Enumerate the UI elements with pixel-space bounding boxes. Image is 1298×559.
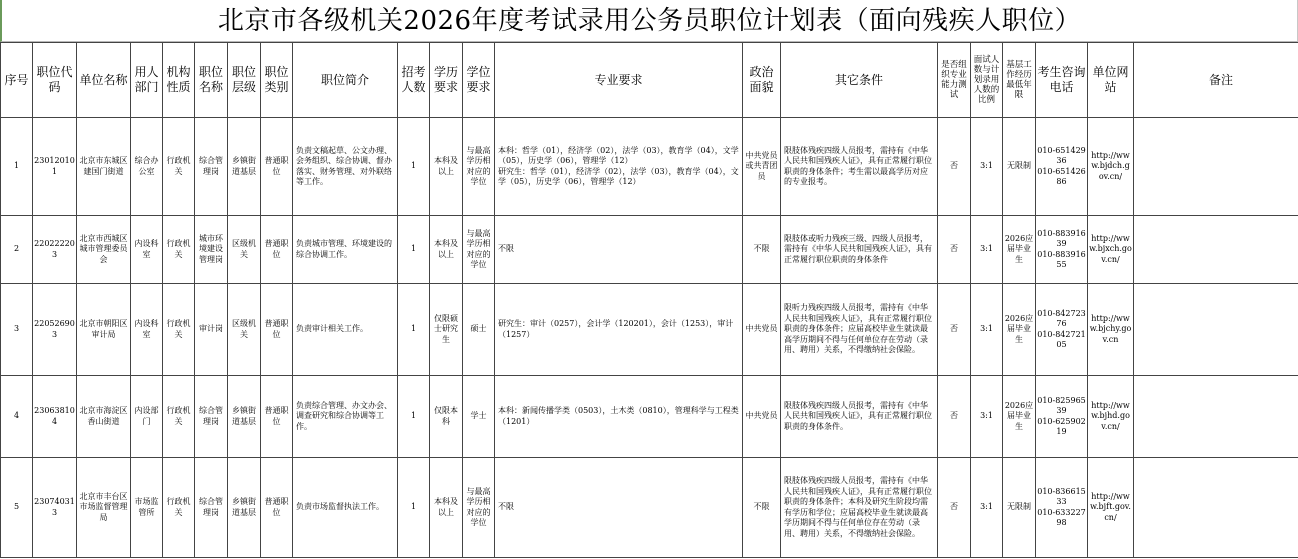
cell-code[interactable]: 230740313 xyxy=(33,458,77,558)
cell-intro[interactable]: 负责综合管理、办文办会、调查研究和综合协调等工作。 xyxy=(293,376,398,458)
cell-no[interactable]: 5 xyxy=(1,458,33,558)
cell-dept[interactable]: 内设科室 xyxy=(131,216,163,284)
cell-years[interactable]: 2026应届毕业生 xyxy=(1003,376,1036,458)
cell-phone[interactable]: 010-82596539 010-62590219 xyxy=(1036,376,1088,458)
table-row xyxy=(1,118,1298,216)
header-cell[interactable]: 学历要求 xyxy=(430,43,463,118)
cell-count[interactable]: 1 xyxy=(398,284,430,376)
header-cell[interactable]: 职位层级 xyxy=(228,43,261,118)
cell-other[interactable]: 限听力残疾四级人员报考，需持有《中华人民共和国残疾人证》，具有正常履行职位职责的身体条件；应届高校毕业生就读最高学历期间不得与任何单位存在劳动（录用、聘用）关系，不得缴纳社会保险。 xyxy=(781,284,938,376)
cell-no[interactable]: 1 xyxy=(1,118,33,216)
cell-intro[interactable]: 负责市场监督执法工作。 xyxy=(293,458,398,558)
cell-level[interactable]: 乡镇街道基层 xyxy=(228,458,261,558)
cell-site[interactable]: http://www.bjdch.gov.cn/ xyxy=(1088,118,1134,216)
table-row xyxy=(1,216,1298,284)
cell-category[interactable]: 普通职位 xyxy=(261,376,293,458)
cell-nature[interactable]: 行政机关 xyxy=(163,458,195,558)
cell-note[interactable] xyxy=(1134,376,1298,458)
header-cell[interactable]: 招考人数 xyxy=(398,43,430,118)
header-cell[interactable]: 单位名称 xyxy=(77,43,131,118)
header-cell[interactable]: 用人部门 xyxy=(131,43,163,118)
cell-nature[interactable]: 行政机关 xyxy=(163,216,195,284)
cell-test[interactable]: 否 xyxy=(938,376,971,458)
cell-other[interactable]: 限肢体残疾四级人员报考，需持有《中华人民共和国残疾人证》，具有正常履行职位职责的身体条件；本科及研究生阶段均需有学历和学位；应届高校毕业生就读最高学历期间不得与任何单位存在劳动（录用、聘用）关系，不得缴纳社会保险。 xyxy=(781,458,938,558)
cell-major[interactable]: 不限 xyxy=(495,216,743,284)
header-cell[interactable]: 政治面貌 xyxy=(743,43,781,118)
cell-test[interactable]: 否 xyxy=(938,216,971,284)
cell-edu[interactable]: 本科及以上 xyxy=(430,118,463,216)
cell-level[interactable]: 乡镇街道基层 xyxy=(228,376,261,458)
cell-no[interactable]: 2 xyxy=(1,216,33,284)
position-table xyxy=(0,42,1298,558)
cell-level[interactable]: 区级机关 xyxy=(228,216,261,284)
cell-post[interactable]: 综合管理岗 xyxy=(195,458,228,558)
header-cell[interactable]: 序号 xyxy=(1,43,33,118)
header-cell[interactable]: 职位简介 xyxy=(293,43,398,118)
cell-ratio[interactable]: 3:1 xyxy=(971,216,1003,284)
cell-site[interactable]: http://www.bjxch.gov.cn/ xyxy=(1088,216,1134,284)
cell-category[interactable]: 普通职位 xyxy=(261,118,293,216)
cell-ratio[interactable]: 3:1 xyxy=(971,376,1003,458)
header-cell[interactable]: 面试人数与计划录用人数的比例 xyxy=(971,43,1003,118)
cell-post[interactable]: 综合管理岗 xyxy=(195,376,228,458)
table-row xyxy=(1,376,1298,458)
cell-unit[interactable]: 北京市西城区城市管理委员会 xyxy=(77,216,131,284)
cell-code[interactable]: 230638104 xyxy=(33,376,77,458)
header-row xyxy=(1,43,1298,118)
cell-level[interactable]: 区级机关 xyxy=(228,284,261,376)
cell-years[interactable]: 2026应届毕业生 xyxy=(1003,284,1036,376)
cell-degree[interactable]: 硕士 xyxy=(463,284,495,376)
cell-phone[interactable]: 010-88391639 010-88391655 xyxy=(1036,216,1088,284)
cell-intro[interactable]: 负责文稿起草、公文办理、会务组织、综合协调、督办落实、财务管理、对外联络等工作。 xyxy=(293,118,398,216)
header-cell[interactable]: 是否组织专业能力测试 xyxy=(938,43,971,118)
cell-politics[interactable]: 中共党员 xyxy=(743,284,781,376)
cell-intro[interactable]: 负责城市管理、环境建设的综合协调工作。 xyxy=(293,216,398,284)
cell-degree[interactable]: 与最高学历相对应的学位 xyxy=(463,118,495,216)
cell-edu[interactable]: 本科及以上 xyxy=(430,216,463,284)
cell-post[interactable]: 审计岗 xyxy=(195,284,228,376)
cell-count[interactable]: 1 xyxy=(398,216,430,284)
cell-politics[interactable]: 中共党员 xyxy=(743,376,781,458)
cell-nature[interactable]: 行政机关 xyxy=(163,284,195,376)
cell-test[interactable]: 否 xyxy=(938,458,971,558)
cell-intro[interactable]: 负责审计相关工作。 xyxy=(293,284,398,376)
header-cell[interactable]: 备注 xyxy=(1134,43,1298,118)
cell-note[interactable] xyxy=(1134,458,1298,558)
cell-major[interactable]: 本科：哲学（01），经济学（02），法学（03），教育学（04），文学（05），历史学（06），管理学（12） 研究生：哲学（01），经济学（02），法学（03），教育学（04），文学（05），历史学（06），管理学（12） xyxy=(495,118,743,216)
header-cell[interactable]: 机构性质 xyxy=(163,43,195,118)
cell-major[interactable]: 研究生：审计（0257），会计学（120201），会计（1253），审计（1257） xyxy=(495,284,743,376)
header-cell[interactable]: 学位要求 xyxy=(463,43,495,118)
cell-count[interactable]: 1 xyxy=(398,376,430,458)
cell-no[interactable]: 3 xyxy=(1,284,33,376)
cell-edu[interactable]: 本科及以上 xyxy=(430,458,463,558)
cell-nature[interactable]: 行政机关 xyxy=(163,376,195,458)
cell-note[interactable] xyxy=(1134,284,1298,376)
cell-site[interactable]: http://www.bjft.gov.cn/ xyxy=(1088,458,1134,558)
cell-note[interactable] xyxy=(1134,216,1298,284)
table-row xyxy=(1,458,1298,558)
cell-nature[interactable]: 行政机关 xyxy=(163,118,195,216)
table-row xyxy=(1,284,1298,376)
cell-post[interactable]: 城市环境建设管理岗 xyxy=(195,216,228,284)
cell-phone[interactable]: 010-65142936 010-65142686 xyxy=(1036,118,1088,216)
cell-ratio[interactable]: 3:1 xyxy=(971,118,1003,216)
cell-unit[interactable]: 北京市海淀区香山街道 xyxy=(77,376,131,458)
header-cell[interactable]: 基层工作经历最低年限 xyxy=(1003,43,1036,118)
cell-site[interactable]: http://www.bjhd.gov.cn/ xyxy=(1088,376,1134,458)
cell-note[interactable] xyxy=(1134,118,1298,216)
cell-code[interactable]: 220526903 xyxy=(33,284,77,376)
cell-edu[interactable]: 仅限硕士研究生 xyxy=(430,284,463,376)
cell-test[interactable]: 否 xyxy=(938,284,971,376)
cell-politics[interactable]: 不限 xyxy=(743,216,781,284)
header-cell[interactable]: 其它条件 xyxy=(781,43,938,118)
cell-site[interactable]: http://www.bjchy.gov.cn xyxy=(1088,284,1134,376)
header-cell[interactable]: 专业要求 xyxy=(495,43,743,118)
cell-major[interactable]: 不限 xyxy=(495,458,743,558)
cell-other[interactable]: 限肢体残疾四级人员报考，需持有《中华人民共和国残疾人证》，具有正常履行职位职责的身体条件；考生需以最高学历对应的专业报考。 xyxy=(781,118,938,216)
cell-code[interactable]: 220222203 xyxy=(33,216,77,284)
cell-years[interactable]: 无限制 xyxy=(1003,458,1036,558)
header-cell[interactable]: 单位网站 xyxy=(1088,43,1134,118)
cell-unit[interactable]: 北京市朝阳区审计局 xyxy=(77,284,131,376)
cell-other[interactable]: 限肢体或听力残疾三级、四级人员报考，需持有《中华人民共和国残疾人证》，具有正常履行职位职责的身体条件 xyxy=(781,216,938,284)
cell-code[interactable]: 230120101 xyxy=(33,118,77,216)
cell-phone[interactable]: 010-84272376 010-84272105 xyxy=(1036,284,1088,376)
cell-degree[interactable]: 与最高学历相对应的学位 xyxy=(463,458,495,558)
cell-politics[interactable]: 不限 xyxy=(743,458,781,558)
cell-count[interactable]: 1 xyxy=(398,458,430,558)
cell-no[interactable]: 4 xyxy=(1,376,33,458)
cell-count[interactable]: 1 xyxy=(398,118,430,216)
cell-post[interactable]: 综合管理岗 xyxy=(195,118,228,216)
cell-degree[interactable]: 学士 xyxy=(463,376,495,458)
cell-other[interactable]: 限肢体残疾四级人员报考，需持有《中华人民共和国残疾人证》，具有正常履行职位职责的身体条件。 xyxy=(781,376,938,458)
cell-ratio[interactable]: 3:1 xyxy=(971,284,1003,376)
cell-edu[interactable]: 仅限本科 xyxy=(430,376,463,458)
cell-level[interactable]: 乡镇街道基层 xyxy=(228,118,261,216)
header-cell[interactable]: 职位类别 xyxy=(261,43,293,118)
header-cell[interactable]: 职位名称 xyxy=(195,43,228,118)
cell-degree[interactable]: 与最高学历相对应的学位 xyxy=(463,216,495,284)
cell-dept[interactable]: 综合办公室 xyxy=(131,118,163,216)
cell-dept[interactable]: 内设科室 xyxy=(131,284,163,376)
cell-test[interactable]: 否 xyxy=(938,118,971,216)
sheet-title: 北京市各级机关2026年度考试录用公务员职位计划表（面向残疾人职位） xyxy=(0,0,1298,42)
cell-ratio[interactable]: 3:1 xyxy=(971,458,1003,558)
cell-major[interactable]: 本科：新闻传播学类（0503），土木类（0810），管理科学与工程类（1201） xyxy=(495,376,743,458)
cell-phone[interactable]: 010-83661533 010-63322798 xyxy=(1036,458,1088,558)
cell-category[interactable]: 普通职位 xyxy=(261,284,293,376)
cell-unit[interactable]: 北京市丰台区市场监督管理局 xyxy=(77,458,131,558)
cell-category[interactable]: 普通职位 xyxy=(261,458,293,558)
header-cell[interactable]: 职位代码 xyxy=(33,43,77,118)
cell-years[interactable]: 2026应届毕业生 xyxy=(1003,216,1036,284)
cell-years[interactable]: 无限制 xyxy=(1003,118,1036,216)
cell-dept[interactable]: 内设部门 xyxy=(131,376,163,458)
cell-politics[interactable]: 中共党员或共青团员 xyxy=(743,118,781,216)
header-cell[interactable]: 考生咨询电话 xyxy=(1036,43,1088,118)
cell-category[interactable]: 普通职位 xyxy=(261,216,293,284)
cell-dept[interactable]: 市场监管所 xyxy=(131,458,163,558)
cell-unit[interactable]: 北京市东城区建国门街道 xyxy=(77,118,131,216)
